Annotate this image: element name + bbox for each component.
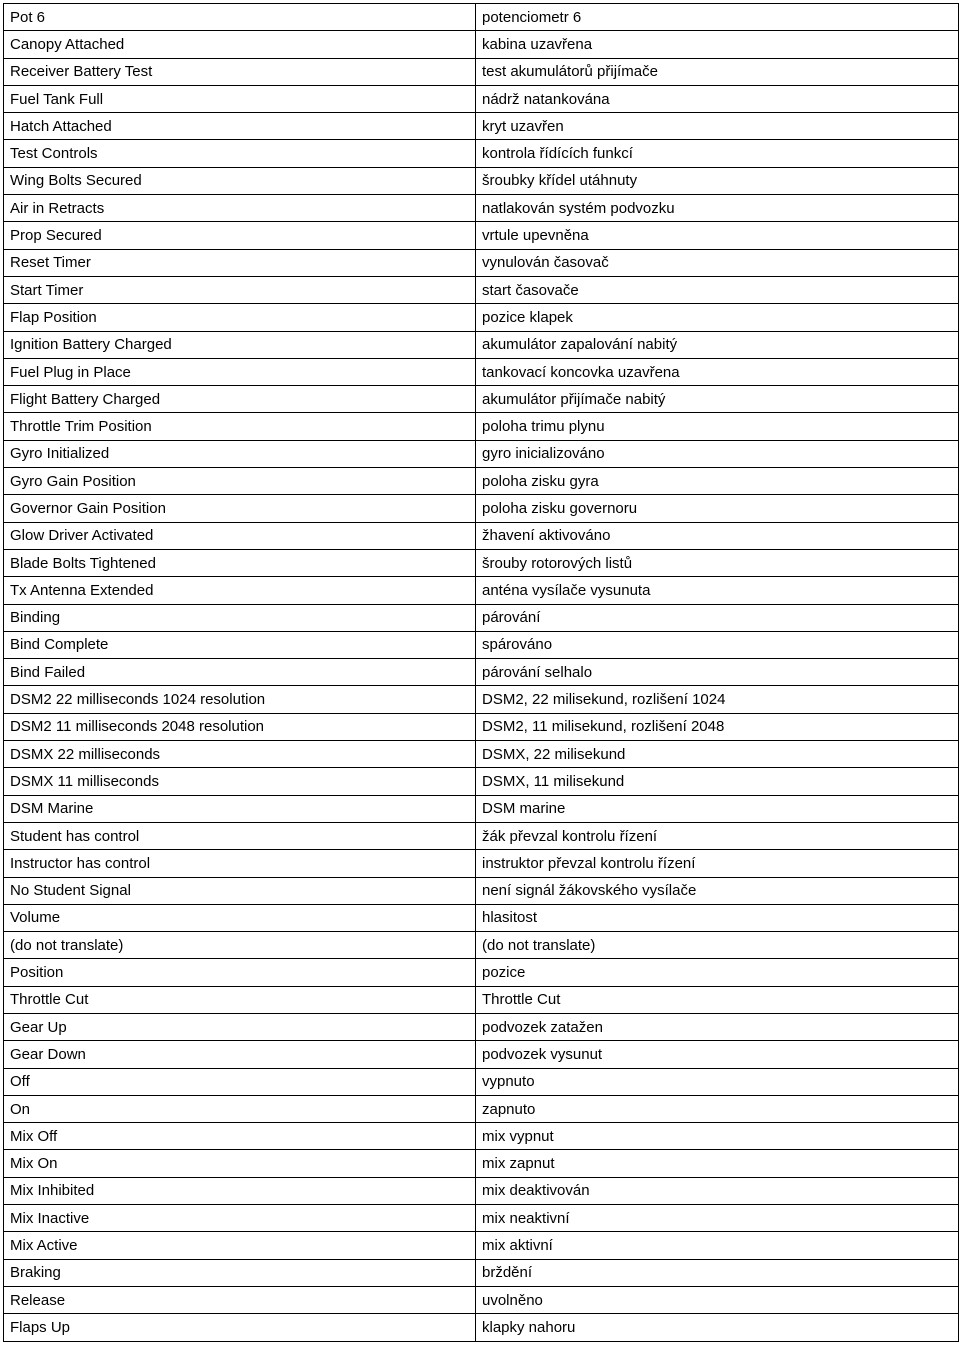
czech-translation-cell: mix aktivní [476, 1232, 959, 1259]
english-term-cell: DSMX 22 milliseconds [4, 741, 476, 768]
table-row [4, 604, 959, 631]
czech-translation-cell: test akumulátorů přijímače [476, 58, 959, 85]
english-term-cell: Blade Bolts Tightened [4, 549, 476, 576]
czech-translation-cell: párování selhalo [476, 659, 959, 686]
czech-translation-cell: mix zapnut [476, 1150, 959, 1177]
czech-translation-cell: natlakován systém podvozku [476, 195, 959, 222]
english-term-cell: Flight Battery Charged [4, 386, 476, 413]
english-term-cell: Ignition Battery Charged [4, 331, 476, 358]
czech-translation-cell: párování [476, 604, 959, 631]
czech-translation-cell: (do not translate) [476, 932, 959, 959]
table-row [4, 358, 959, 385]
english-term-cell: Mix Inactive [4, 1205, 476, 1232]
table-row [4, 1150, 959, 1177]
table-row [4, 986, 959, 1013]
english-term-cell: Volume [4, 904, 476, 931]
table-row [4, 468, 959, 495]
czech-translation-cell: poloha trimu plynu [476, 413, 959, 440]
table-row [4, 276, 959, 303]
english-term-cell: DSM2 22 milliseconds 1024 resolution [4, 686, 476, 713]
czech-translation-cell: šrouby rotorových listů [476, 549, 959, 576]
czech-translation-cell: poloha zisku gyra [476, 468, 959, 495]
table-row [4, 249, 959, 276]
czech-translation-cell: kryt uzavřen [476, 113, 959, 140]
table-row [4, 1013, 959, 1040]
czech-translation-cell: instruktor převzal kontrolu řízení [476, 850, 959, 877]
czech-translation-cell: potenciometr 6 [476, 4, 959, 31]
czech-translation-cell: brždění [476, 1259, 959, 1286]
czech-translation-cell: kabina uzavřena [476, 31, 959, 58]
english-term-cell: DSM2 11 milliseconds 2048 resolution [4, 713, 476, 740]
table-row [4, 1314, 959, 1341]
english-term-cell: Mix Inhibited [4, 1177, 476, 1204]
english-term-cell: Wing Bolts Secured [4, 167, 476, 194]
table-row [4, 1205, 959, 1232]
english-term-cell: Mix Off [4, 1123, 476, 1150]
english-term-cell: Receiver Battery Test [4, 58, 476, 85]
table-row [4, 1232, 959, 1259]
english-term-cell: No Student Signal [4, 877, 476, 904]
english-term-cell: Hatch Attached [4, 113, 476, 140]
english-term-cell: Position [4, 959, 476, 986]
table-row [4, 85, 959, 112]
czech-translation-cell: anténa vysílače vysunuta [476, 577, 959, 604]
table-row [4, 795, 959, 822]
czech-translation-cell: pozice klapek [476, 304, 959, 331]
english-term-cell: Bind Complete [4, 631, 476, 658]
czech-translation-cell: Throttle Cut [476, 986, 959, 1013]
table-row [4, 195, 959, 222]
table-row [4, 331, 959, 358]
english-term-cell: Flaps Up [4, 1314, 476, 1341]
english-term-cell: Flap Position [4, 304, 476, 331]
czech-translation-cell: DSM marine [476, 795, 959, 822]
english-term-cell: Governor Gain Position [4, 495, 476, 522]
english-term-cell: Test Controls [4, 140, 476, 167]
translation-table [3, 3, 959, 1342]
english-term-cell: Braking [4, 1259, 476, 1286]
czech-translation-cell: DSMX, 11 milisekund [476, 768, 959, 795]
table-row [4, 713, 959, 740]
table-row [4, 932, 959, 959]
english-term-cell: Gyro Gain Position [4, 468, 476, 495]
table-row [4, 413, 959, 440]
czech-translation-cell: pozice [476, 959, 959, 986]
table-row [4, 904, 959, 931]
english-term-cell: Throttle Trim Position [4, 413, 476, 440]
czech-translation-cell: DSMX, 22 milisekund [476, 741, 959, 768]
english-term-cell: Instructor has control [4, 850, 476, 877]
czech-translation-cell: hlasitost [476, 904, 959, 931]
english-term-cell: Throttle Cut [4, 986, 476, 1013]
table-row [4, 1068, 959, 1095]
table-row [4, 741, 959, 768]
table-row [4, 304, 959, 331]
english-term-cell: Tx Antenna Extended [4, 577, 476, 604]
czech-translation-cell: vynulován časovač [476, 249, 959, 276]
english-term-cell: (do not translate) [4, 932, 476, 959]
english-term-cell: Gear Up [4, 1013, 476, 1040]
english-term-cell: Student has control [4, 822, 476, 849]
table-row [4, 768, 959, 795]
english-term-cell: Canopy Attached [4, 31, 476, 58]
czech-translation-cell: podvozek vysunut [476, 1041, 959, 1068]
czech-translation-cell: tankovací koncovka uzavřena [476, 358, 959, 385]
english-term-cell: Start Timer [4, 276, 476, 303]
table-row [4, 1041, 959, 1068]
table-row [4, 522, 959, 549]
table-row [4, 113, 959, 140]
czech-translation-cell: podvozek zatažen [476, 1013, 959, 1040]
czech-translation-cell: DSM2, 22 milisekund, rozlišení 1024 [476, 686, 959, 713]
english-term-cell: DSM Marine [4, 795, 476, 822]
table-row [4, 167, 959, 194]
english-term-cell: Glow Driver Activated [4, 522, 476, 549]
table-row [4, 822, 959, 849]
table-row [4, 1177, 959, 1204]
table-row [4, 140, 959, 167]
translation-table-body [4, 4, 959, 1342]
english-term-cell: Bind Failed [4, 659, 476, 686]
english-term-cell: Off [4, 1068, 476, 1095]
english-term-cell: Air in Retracts [4, 195, 476, 222]
czech-translation-cell: žhavení aktivováno [476, 522, 959, 549]
czech-translation-cell: není signál žákovského vysílače [476, 877, 959, 904]
czech-translation-cell: start časovače [476, 276, 959, 303]
czech-translation-cell: kontrola řídících funkcí [476, 140, 959, 167]
english-term-cell: Fuel Plug in Place [4, 358, 476, 385]
table-row [4, 495, 959, 522]
czech-translation-cell: žák převzal kontrolu řízení [476, 822, 959, 849]
czech-translation-cell: gyro inicializováno [476, 440, 959, 467]
czech-translation-cell: zapnuto [476, 1095, 959, 1122]
table-row [4, 58, 959, 85]
table-row [4, 659, 959, 686]
table-row [4, 1286, 959, 1313]
czech-translation-cell: nádrž natankována [476, 85, 959, 112]
table-row [4, 577, 959, 604]
english-term-cell: Prop Secured [4, 222, 476, 249]
table-row [4, 440, 959, 467]
table-row [4, 1259, 959, 1286]
table-row [4, 222, 959, 249]
czech-translation-cell: uvolněno [476, 1286, 959, 1313]
czech-translation-cell: akumulátor zapalování nabitý [476, 331, 959, 358]
english-term-cell: Mix On [4, 1150, 476, 1177]
czech-translation-cell: poloha zisku governoru [476, 495, 959, 522]
english-term-cell: Mix Active [4, 1232, 476, 1259]
czech-translation-cell: mix neaktivní [476, 1205, 959, 1232]
czech-translation-cell: vrtule upevněna [476, 222, 959, 249]
english-term-cell: Release [4, 1286, 476, 1313]
english-term-cell: Gear Down [4, 1041, 476, 1068]
czech-translation-cell: spárováno [476, 631, 959, 658]
english-term-cell: Gyro Initialized [4, 440, 476, 467]
english-term-cell: DSMX 11 milliseconds [4, 768, 476, 795]
czech-translation-cell: akumulátor přijímače nabitý [476, 386, 959, 413]
table-row [4, 850, 959, 877]
table-row [4, 1095, 959, 1122]
czech-translation-cell: vypnuto [476, 1068, 959, 1095]
english-term-cell: Binding [4, 604, 476, 631]
english-term-cell: On [4, 1095, 476, 1122]
table-row [4, 386, 959, 413]
table-row [4, 686, 959, 713]
czech-translation-cell: DSM2, 11 milisekund, rozlišení 2048 [476, 713, 959, 740]
table-row [4, 549, 959, 576]
english-term-cell: Pot 6 [4, 4, 476, 31]
table-row [4, 1123, 959, 1150]
czech-translation-cell: šroubky křídel utáhnuty [476, 167, 959, 194]
table-row [4, 4, 959, 31]
czech-translation-cell: mix deaktivován [476, 1177, 959, 1204]
czech-translation-cell: mix vypnut [476, 1123, 959, 1150]
table-row [4, 31, 959, 58]
table-row [4, 877, 959, 904]
english-term-cell: Fuel Tank Full [4, 85, 476, 112]
czech-translation-cell: klapky nahoru [476, 1314, 959, 1341]
table-row [4, 631, 959, 658]
english-term-cell: Reset Timer [4, 249, 476, 276]
table-row [4, 959, 959, 986]
